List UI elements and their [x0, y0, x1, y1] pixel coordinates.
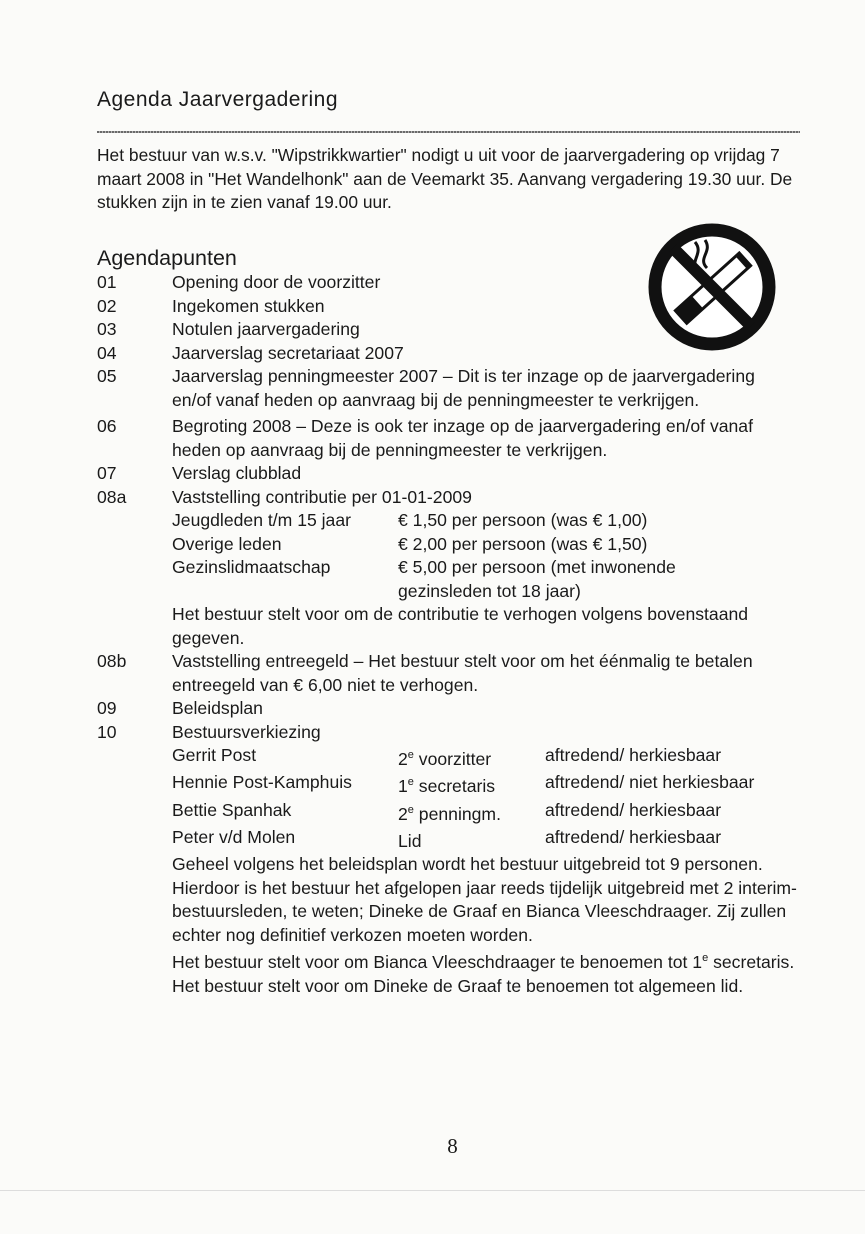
fee-value: € 2,00 per persoon (was € 1,50) — [398, 533, 648, 554]
fee-label: Overige leden — [172, 533, 282, 554]
agenda-item-title: Bestuursverkiezing — [172, 721, 321, 742]
board-row — [172, 826, 817, 853]
agenda-number: 10 — [97, 721, 117, 742]
fee-value: € 5,00 per persoon (met inwonende gezinsleden tot 18 jaar) — [398, 557, 676, 601]
board-note: Geheel volgens het beleidsplan wordt het bestuur uitgebreid tot 9 personen. Hierdoor is het bestuur het afgelopen jaar reeds tijdelijk uitgebreid met 2 interim-bestuursleden, te weten; Dineke de Graaf en Bianca Vleeschdraager. Zij zullen echter nog definitief verkozen moeten worden. — [172, 854, 797, 945]
agenda-number: 09 — [97, 698, 117, 718]
agenda-text: Jaarverslag secretariaat 2007 — [172, 342, 404, 363]
agenda-text: Jaarverslag penningmeester 2007 – Dit is ter inzage op de jaarvergadering en/of vanaf heden op aanvraag bij de penningmeester te verkrijgen. — [172, 366, 755, 410]
agenda-item-title: Vaststelling contributie per 01-01-2009 — [172, 486, 472, 507]
board-role: Lid — [398, 830, 422, 851]
agenda-text: Verslag clubblad — [172, 463, 302, 483]
agenda-number: 02 — [97, 295, 117, 316]
agenda-number: 08a — [97, 486, 127, 507]
agenda-text: Vaststelling entreegeld – Het bestuur stelt voor om het éénmalig te betalen entreegeld van € 6,00 niet te verhogen. — [172, 651, 753, 695]
board-name: Gerrit Post — [172, 745, 257, 765]
fee-value: € 1,50 per persoon (was € 1,00) — [398, 510, 648, 530]
agenda-text — [172, 721, 817, 999]
board-name: Hennie Post-Kamphuis — [172, 772, 352, 793]
agenda-number: 05 — [97, 366, 117, 386]
board-name: Peter v/d Molen — [172, 827, 296, 848]
agenda-item — [97, 415, 817, 462]
fee-note: Het bestuur stelt voor om de contributie te verhogen volgens bovenstaand gegeven. — [172, 604, 749, 648]
agenda-item — [97, 318, 817, 342]
agenda-item — [97, 486, 817, 651]
agenda-item — [97, 295, 817, 319]
board-note: Het bestuur stelt voor om Dineke de Graaf te benoemen tot algemeen lid. — [172, 975, 744, 996]
agenda-number: 04 — [97, 342, 117, 363]
agenda-text: Begroting 2008 – Deze is ook ter inzage op de jaarvergadering en/of vanaf heden op aanvraag bij de penningmeester te verkrijgen. — [172, 416, 753, 460]
agenda-list — [97, 271, 817, 998]
board-status: aftredend/ herkiesbaar — [545, 799, 722, 820]
agenda-item — [97, 365, 817, 412]
agenda-number: 03 — [97, 319, 117, 339]
agenda-item — [97, 342, 817, 366]
fee-label: Jeugdleden t/m 15 jaar — [172, 510, 351, 530]
fee-label: Gezinslidmaatschap — [172, 557, 331, 577]
board-role: 2e penningm. — [398, 803, 501, 824]
board-status: aftredend/ niet herkiesbaar — [545, 772, 755, 793]
agenda-text: Ingekomen stukken — [172, 295, 325, 316]
agenda-item — [97, 697, 817, 721]
fee-row — [172, 509, 817, 533]
agenda-number: 08b — [97, 651, 127, 671]
agenda-item — [97, 721, 817, 999]
agenda-item — [97, 650, 817, 697]
page-edge — [0, 1190, 865, 1234]
agenda-text: Notulen jaarvergadering — [172, 319, 360, 339]
fee-row — [172, 556, 817, 603]
board-status: aftredend/ herkiesbaar — [545, 827, 722, 848]
agenda-number: 07 — [97, 463, 117, 483]
board-row — [172, 799, 817, 826]
agenda-text: Opening door de voorzitter — [172, 272, 381, 292]
intro-paragraph: Het bestuur van w.s.v. "Wipstrikkwartier" nodigt u uit voor de jaarvergadering op vrijdag 7 maart 2008 in "Het Wandelhonk" aan de Veemarkt 35. Aanvang vergadering 19.30 uur. De stukken zijn in te zien vanaf 19.00 uur. — [97, 145, 793, 212]
board-role: 2e voorzitter — [398, 748, 492, 769]
board-name: Bettie Spanhak — [172, 799, 292, 820]
agenda-item — [97, 271, 817, 295]
section-heading: Agendapunten — [97, 246, 237, 270]
page-number: 8 — [447, 1134, 458, 1158]
agenda-text: Beleidsplan — [172, 698, 263, 718]
board-role: 1e secretaris — [398, 776, 496, 797]
board-row — [172, 771, 817, 798]
page-title: Agenda Jaarvergadering — [97, 88, 338, 111]
board-row — [172, 744, 817, 771]
divider — [97, 131, 800, 133]
agenda-text — [172, 486, 817, 651]
fee-row — [172, 533, 817, 557]
board-note: Het bestuur stelt voor om Bianca Vleeschdraager te benoemen tot 1e secretaris. — [172, 952, 795, 973]
agenda-number: 06 — [97, 416, 117, 436]
agenda-number: 01 — [97, 272, 117, 292]
agenda-item — [97, 462, 817, 486]
board-status: aftredend/ herkiesbaar — [545, 745, 722, 765]
